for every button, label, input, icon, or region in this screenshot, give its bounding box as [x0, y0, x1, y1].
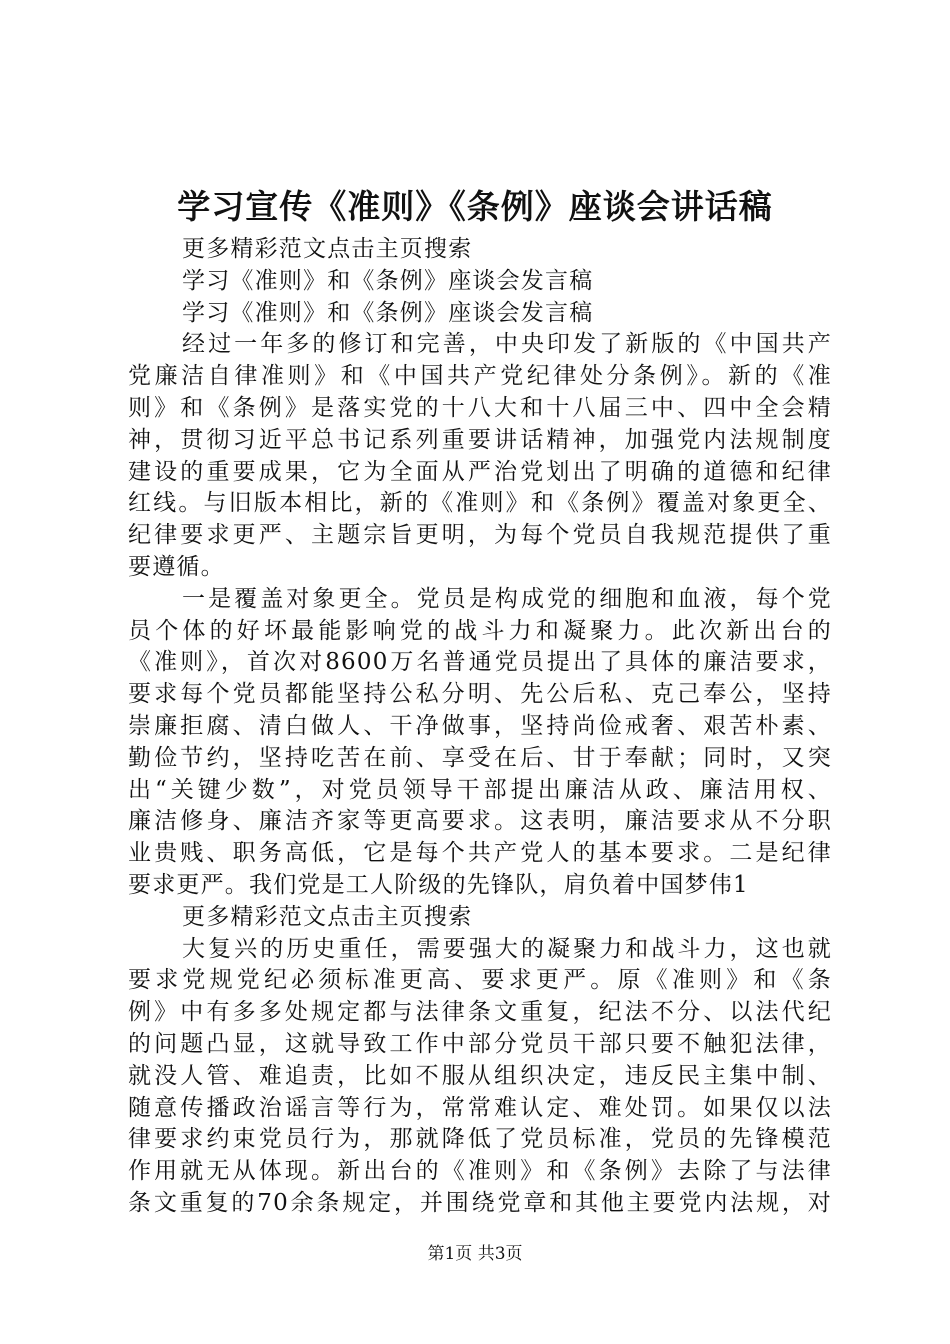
text-line: 神，贯彻习近平总书记系列重要讲话精神，加强党内法规制度 [128, 426, 832, 453]
text-line: 大复兴的历史重任，需要强大的凝聚力和战斗力，这也就 [182, 935, 832, 962]
text-line: 党廉洁自律准则》和《中国共产党纪律处分条例》。新的《准 [128, 363, 832, 390]
page-footer: 第1页 共3页 [427, 1244, 523, 1264]
text-line: 要求每个党员都能坚持公私分明、先公后私、克己奉公，坚持 [128, 681, 832, 708]
document-title: 学习宣传《准则》《条例》座谈会讲话稿 [177, 187, 773, 226]
text-line: 更多精彩范文点击主页搜索 [182, 903, 473, 930]
text-line: 作用就无从体现。新出台的《准则》和《条例》去除了与法律 [128, 1158, 832, 1185]
text-line: 的问题凸显，这就导致工作中部分党员干部只要不触犯法律， [128, 1030, 832, 1057]
text-line: 出“关键少数”，对党员领导干部提出廉洁从政、廉洁用权、 [128, 776, 832, 803]
document-body [128, 234, 832, 1220]
text-line: 纪律要求更严、主题宗旨更明，为每个党员自我规范提供了重 [128, 522, 832, 549]
text-line: 就没人管、难追责，比如不服从组织决定，违反民主集中制、 [128, 1062, 832, 1089]
text-line: 业贵贱、职务高低，它是每个共产党人的基本要求。二是纪律 [128, 840, 832, 867]
text-line: 条文重复的70余条规定，并围绕党章和其他主要党内法规，对 [128, 1189, 832, 1216]
text-line: 更多精彩范文点击主页搜索 [182, 236, 473, 262]
text-line: 例》中有多多处规定都与法律条文重复，纪法不分、以法代纪 [128, 999, 832, 1026]
text-line: 要求党规党纪必须标准更高、要求更严。原《准则》和《条 [128, 967, 832, 994]
text-line: 学习《准则》和《条例》座谈会发言稿 [182, 299, 594, 326]
text-line: 随意传播政治谣言等行为，常常难认定、难处罚。如果仅以法 [128, 1094, 832, 1121]
text-line: 廉洁修身、廉洁齐家等更高要求。这表明，廉洁要求从不分职 [128, 808, 832, 835]
text-line: 则》和《条例》是落实党的十八大和十八届三中、四中全会精 [128, 394, 832, 421]
text-line: 要遵循。 [128, 553, 225, 580]
text-line: 学习《准则》和《条例》座谈会发言稿 [182, 267, 594, 294]
text-line: 建设的重要成果，它为全面从严治党划出了明确的道德和纪律 [128, 458, 832, 485]
text-line: 勤俭节约，坚持吃苦在前、享受在后、甘于奉献；同时，又突 [128, 744, 832, 771]
text-line: 要求更严。我们党是工人阶级的先锋队，肩负着中国梦伟1 [128, 871, 749, 898]
text-line: 经过一年多的修订和完善，中央印发了新版的《中国共产 [182, 331, 832, 358]
text-line: 员个体的好坏最能影响党的战斗力和凝聚力。此次新出台的 [128, 617, 832, 644]
text-line: 律要求约束党员行为，那就降低了党员标准，党员的先锋模范 [128, 1126, 832, 1153]
text-line: 一是覆盖对象更全。党员是构成党的细胞和血液，每个党 [182, 585, 832, 612]
text-line: 《准则》，首次对8600万名普通党员提出了具体的廉洁要求， [128, 649, 832, 676]
text-line: 崇廉拒腐、清白做人、干净做事，坚持尚俭戒奢、艰苦朴素、 [128, 712, 832, 739]
text-line: 红线。与旧版本相比，新的《准则》和《条例》覆盖对象更全、 [128, 490, 832, 517]
